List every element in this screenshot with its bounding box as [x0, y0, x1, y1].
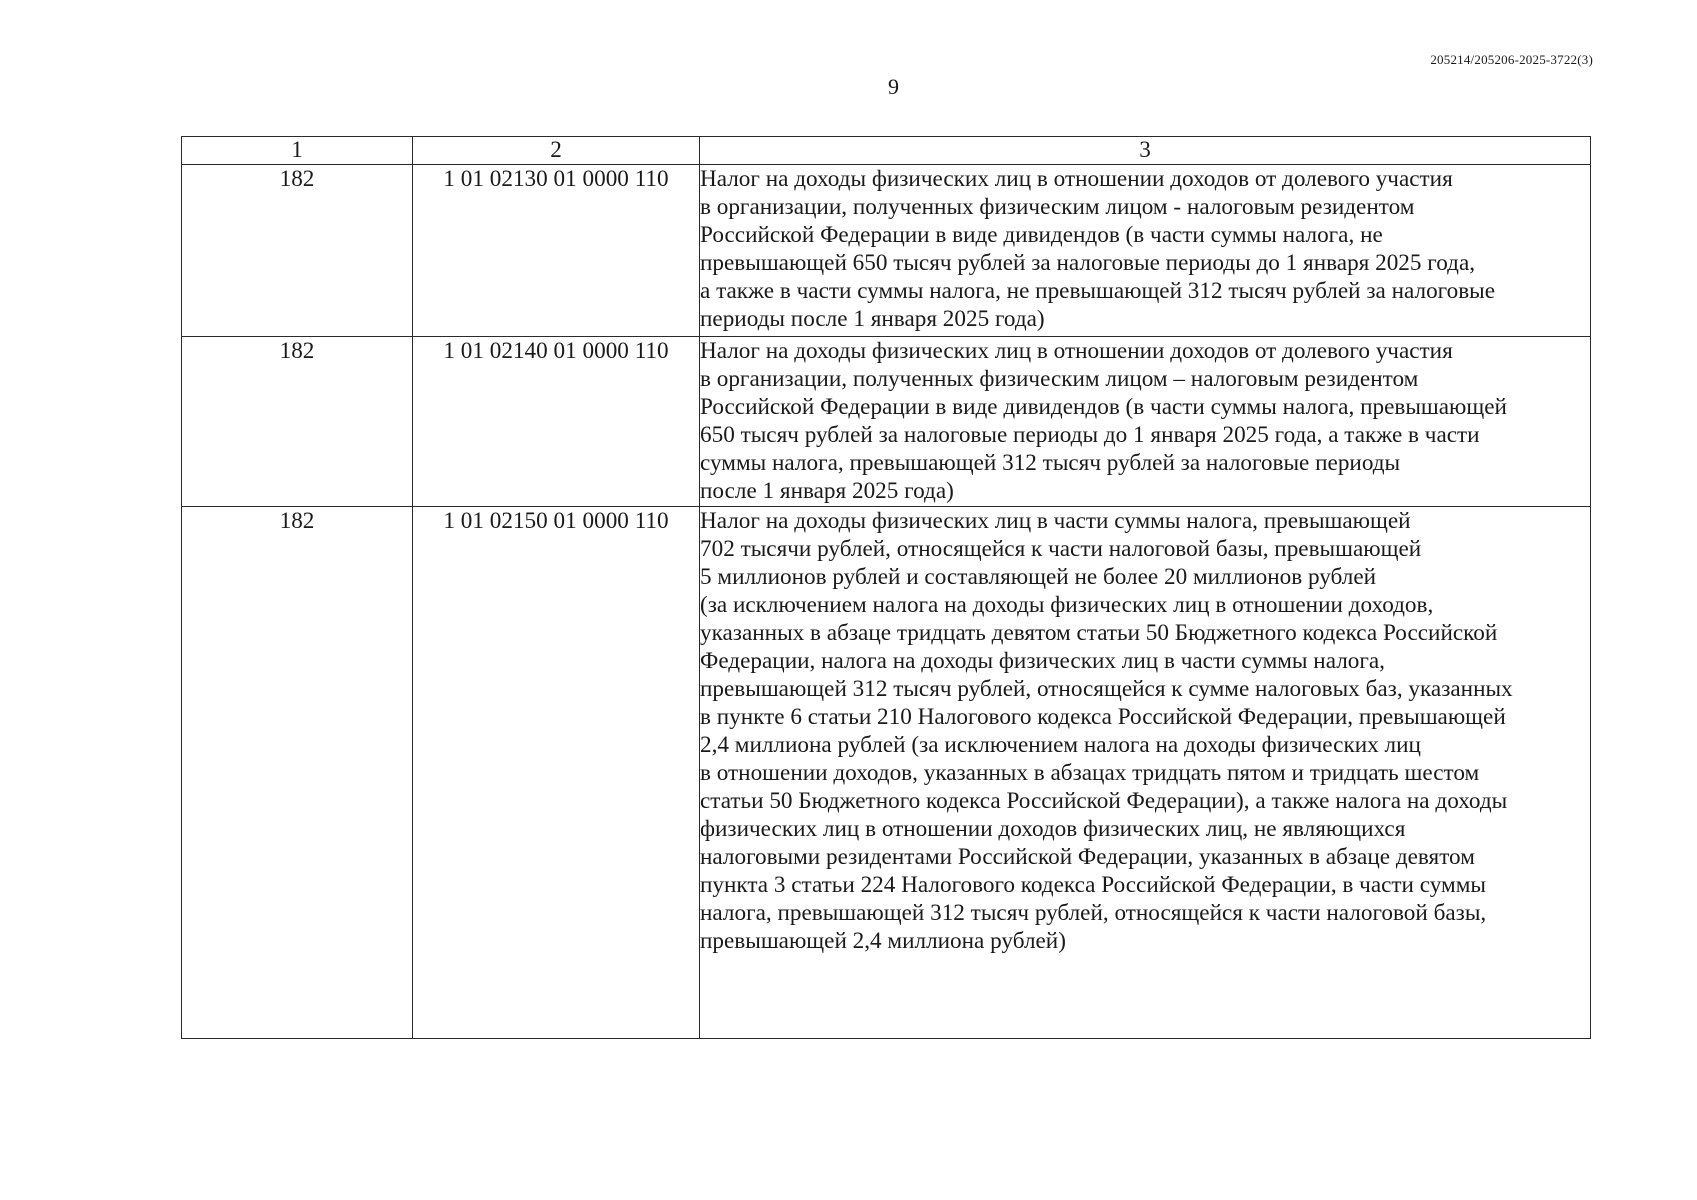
description-cell: Налог на доходы физических лиц в отношении доходов от долевого участия в организации, полученных физическим лицом – налоговым резидентом Российской Федерации в виде дивидендов (в части суммы налога, превышающей 650 тысяч рублей за налоговые периоды до 1 января 2025 года, а также в части суммы налога, превышающей 312 тысяч рублей за налоговые периоды после 1 января 2025 года)	[700, 337, 1591, 507]
document-id: 205214/205206-2025-3722(3)	[1430, 52, 1593, 67]
description-cell: Налог на доходы физических лиц в отношении доходов от долевого участия в организации, полученных физическим лицом - налоговым резидентом Российской Федерации в виде дивидендов (в части суммы налога, не превышающей 650 тысяч рублей за налоговые периоды до 1 января 2025 года, а также в части суммы налога, не превышающей 312 тысяч рублей за налоговые периоды после 1 января 2025 года)	[700, 165, 1591, 337]
admin-code-cell: 182	[182, 337, 413, 507]
table-row	[182, 165, 1591, 337]
table-row	[182, 507, 1591, 1039]
kbk-code-cell: 1 01 02140 01 0000 110	[413, 337, 700, 507]
table-row	[182, 337, 1591, 507]
description-cell: Налог на доходы физических лиц в части суммы налога, превышающей 702 тысячи рублей, относящейся к части налоговой базы, превышающей 5 миллионов рублей и составляющей не более 20 миллионов рублей (за исключением налога на доходы физических лиц в отношении доходов, указанных в абзаце тридцать девятом статьи 50 Бюджетного кодекса Российской Федерации, налога на доходы физических лиц в части суммы налога, превышающей 312 тысяч рублей, относящейся к сумме налоговых баз, указанных в пункте 6 статьи 210 Налогового кодекса Российской Федерации, превышающей 2,4 миллиона рублей (за исключением налога на доходы физических лиц в отношении доходов, указанных в абзацах тридцать пятом и тридцать шестом статьи 50 Бюджетного кодекса Российской Федерации), а также налога на доходы физических лиц в отношении доходов физических лиц, не являющихся налоговыми резидентами Российской Федерации, указанных в абзаце девятом пункта 3 статьи 224 Налогового кодекса Российской Федерации, в части суммы налога, превышающей 312 тысяч рублей, относящейся к части налоговой базы, превышающей 2,4 миллиона рублей)	[700, 507, 1591, 1039]
column-header-2: 2	[413, 137, 700, 165]
revenue-codes-table	[181, 136, 1591, 1039]
admin-code-cell: 182	[182, 507, 413, 1039]
kbk-code-cell: 1 01 02130 01 0000 110	[413, 165, 700, 337]
table-header	[182, 137, 1591, 165]
column-header-1: 1	[182, 137, 413, 165]
kbk-code-cell: 1 01 02150 01 0000 110	[413, 507, 700, 1039]
column-header-3: 3	[700, 137, 1591, 165]
table-header-row	[182, 137, 1591, 165]
admin-code-cell: 182	[182, 165, 413, 337]
page-number: 9	[888, 74, 899, 99]
table-body	[182, 165, 1591, 1039]
